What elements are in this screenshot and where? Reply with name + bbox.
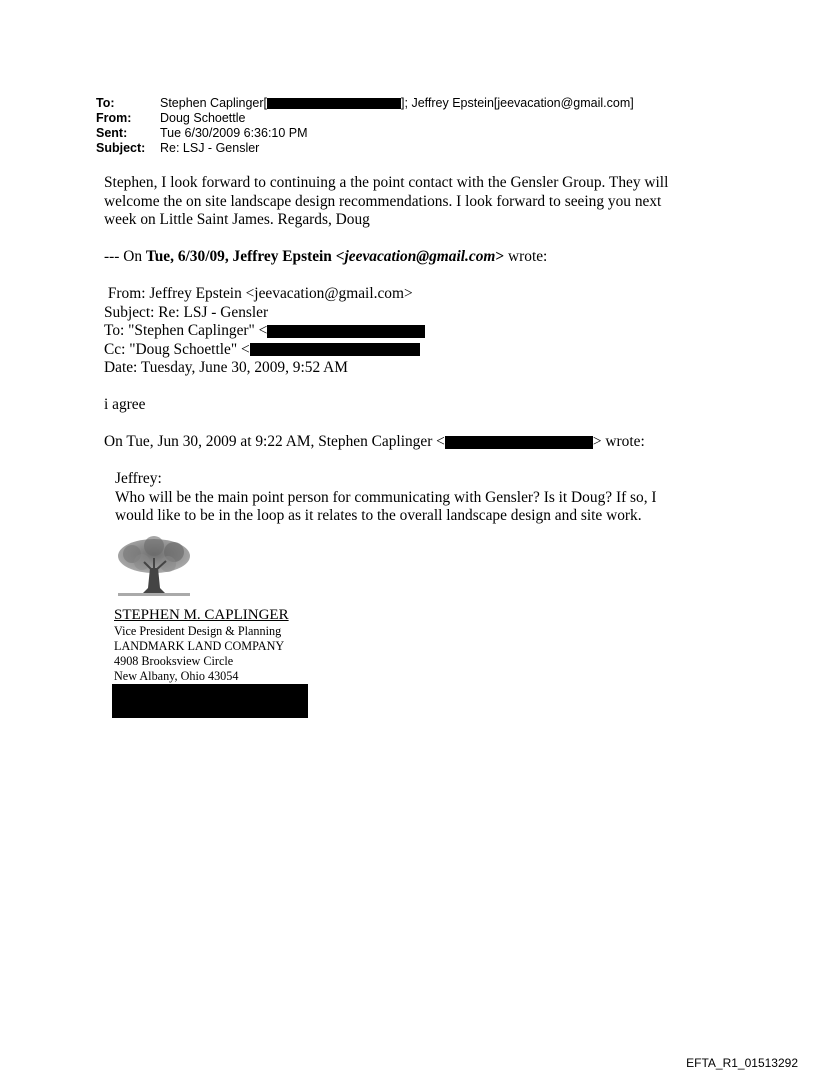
redaction-box xyxy=(445,436,593,449)
sent-row xyxy=(96,126,634,141)
subject-value: Re: LSJ - Gensler xyxy=(160,141,260,155)
sent-label: Sent: xyxy=(96,126,128,140)
quote-intro xyxy=(104,248,714,267)
quote-email-open: < xyxy=(335,248,345,265)
to-rest: ]; Jeffrey Epstein[jeevacation@gmail.com] xyxy=(401,96,634,110)
sent-value: Tue 6/30/2009 6:36:10 PM xyxy=(160,126,308,140)
quote-email-close: > xyxy=(495,248,505,265)
signature-name: STEPHEN M. CAPLINGER xyxy=(114,607,289,623)
email-body xyxy=(104,174,714,526)
caplinger-line-1: Who will be the main point person for communicating with Gensler? Is it Doug? If so, I xyxy=(115,488,657,506)
signature-address-1: 4908 Brooksview Circle xyxy=(114,654,234,668)
to-label: To: xyxy=(96,96,115,110)
reply-line-2: welcome the on site landscape design recommendations. I look forward to seeing you next xyxy=(104,192,662,210)
caplinger-message xyxy=(104,470,714,526)
caplinger-greeting: Jeffrey: xyxy=(115,470,162,487)
signature-block xyxy=(114,534,308,718)
reply-line-1: Stephen, I look forward to continuing a the point contact with the Gensler Group. They will xyxy=(104,174,669,191)
quoted-to-text: To: "Stephen Caplinger" < xyxy=(104,322,268,339)
caplinger-line-2: would like to be in the loop as it relates to the overall landscape design and site work. xyxy=(115,507,642,524)
quoted-subject: Subject: Re: LSJ - Gensler xyxy=(104,303,269,321)
quote-email: jeevacation@gmail.com xyxy=(344,248,496,265)
from-row xyxy=(96,111,634,126)
quoted-to xyxy=(104,322,714,341)
to-name: Stephen Caplinger[ xyxy=(160,96,268,110)
to-value xyxy=(160,96,634,111)
tree-logo-icon xyxy=(114,534,194,598)
quote-intro-bold: Tue, 6/30/09, Jeffrey Epstein xyxy=(145,248,336,265)
quote-intro-prefix: --- On xyxy=(104,248,146,265)
signature-title: Vice President Design & Planning xyxy=(114,624,282,638)
document-id: EFTA_R1_01513292 xyxy=(686,1056,798,1070)
email-header xyxy=(96,96,634,156)
caplinger-intro-prefix: On Tue, Jun 30, 2009 at 9:22 AM, Stephen Caplinger < xyxy=(104,433,445,450)
quoted-cc xyxy=(104,341,714,360)
caplinger-intro xyxy=(104,433,714,452)
redaction-box xyxy=(112,684,308,718)
from-label: From: xyxy=(96,111,132,125)
redaction-box xyxy=(267,325,425,338)
from-value: Doug Schoettle xyxy=(160,111,246,125)
redaction-box xyxy=(250,343,420,356)
epstein-reply: i agree xyxy=(104,396,146,413)
subject-label: Subject: xyxy=(96,141,146,155)
quote-intro-suffix: wrote: xyxy=(504,248,548,265)
quoted-cc-text: Cc: "Doug Schoettle" < xyxy=(104,340,250,358)
quoted-date: Date: Tuesday, June 30, 2009, 9:52 AM xyxy=(104,359,348,376)
signature-address-2: New Albany, Ohio 43054 xyxy=(114,669,239,683)
subject-row xyxy=(96,141,634,156)
redaction-box xyxy=(267,98,401,109)
signature-company: LANDMARK LAND COMPANY xyxy=(114,639,285,653)
reply-line-3: week on Little Saint James. Regards, Doug xyxy=(104,211,370,228)
caplinger-intro-suffix: > wrote: xyxy=(592,433,645,450)
to-row xyxy=(96,96,634,111)
quoted-from: From: Jeffrey Epstein <jeevacation@gmail.com> xyxy=(104,285,413,302)
